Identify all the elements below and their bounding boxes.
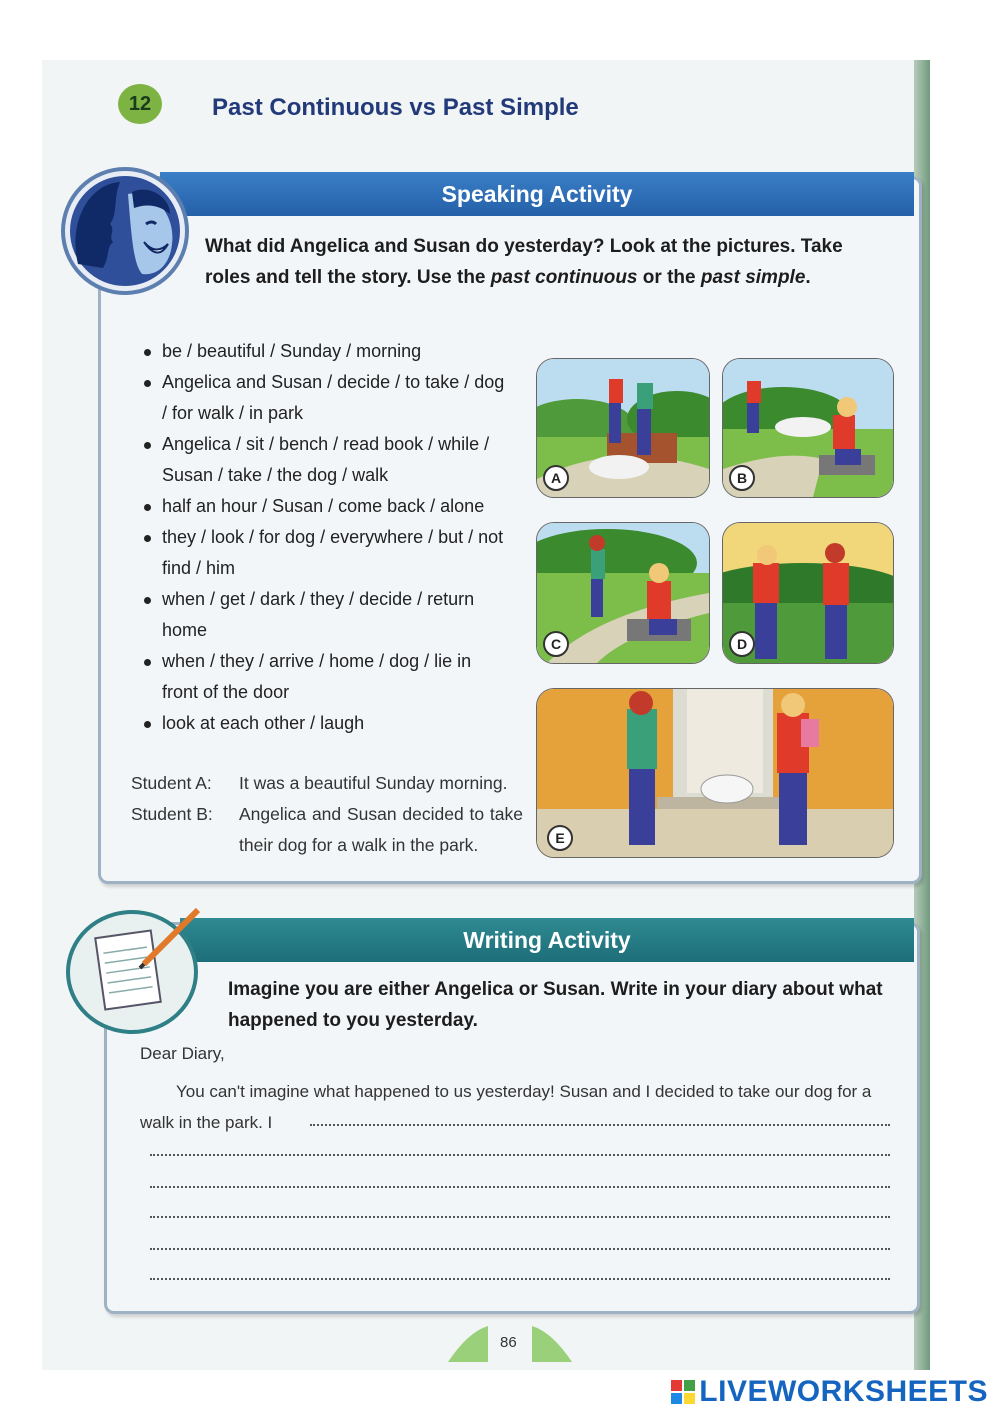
answer-line-2[interactable] [150, 1154, 890, 1158]
prompt-item: be / beautiful / Sunday / morning [140, 336, 510, 367]
picture-label: E [547, 825, 573, 851]
answer-line-3[interactable] [150, 1186, 890, 1190]
picture-label: B [729, 465, 755, 491]
prompt-item: look at each other / laugh [140, 708, 510, 739]
instruction-emphasis: past simple [700, 267, 806, 288]
instruction-text: . [805, 267, 811, 288]
answer-line-1[interactable] [310, 1124, 890, 1128]
example-dialogue [131, 768, 523, 861]
picture-c [536, 522, 710, 664]
dialogue-speaker: Student B: [131, 804, 213, 824]
instruction-text: What did Angelica and Susan do yesterday? Look at the pictures. Take roles and tell the story. Use the [205, 236, 843, 288]
instruction-text: or the [637, 267, 701, 288]
writing-instruction: Imagine you are either Angelica or Susan. Write in your diary about what happened to you yesterday. [228, 979, 883, 1031]
speaking-instruction [205, 231, 885, 293]
prompt-item: Angelica / sit / bench / read book / while / Susan / take / the dog / walk [140, 429, 510, 491]
picture-d [722, 522, 894, 664]
page-number: 86 [500, 1334, 517, 1351]
picture-label: C [543, 631, 569, 657]
dialogue-row [131, 799, 523, 861]
unit-badge: 12 [118, 84, 162, 124]
dialogue-line: Angelica and Susan decided to take their dog for a walk in the park. [239, 804, 523, 855]
prompt-item: Angelica and Susan / decide / to take / dog / for walk / in park [140, 367, 510, 429]
picture-b [722, 358, 894, 498]
notepad-pencil-icon [64, 906, 204, 1036]
writing-activity-banner: Writing Activity [180, 918, 914, 962]
brand-name: LIVEWORKSHEETS [699, 1375, 988, 1408]
diary-salutation: Dear Diary, [140, 1044, 225, 1063]
picture-a [536, 358, 710, 498]
diary-starter: You can't imagine what happened to us yesterday! Susan and I decided to take our dog for a walk in the park. I [140, 1082, 872, 1132]
picture-label: D [729, 631, 755, 657]
liveworksheets-logo [671, 1372, 988, 1412]
instruction-emphasis: past continuous [490, 267, 638, 288]
dialogue-line: It was a beautiful Sunday morning. [239, 773, 508, 793]
speaking-activity-banner: Speaking Activity [160, 172, 914, 216]
liveworksheets-logo-icon [671, 1380, 695, 1404]
page-title: Past Continuous vs Past Simple [212, 94, 579, 121]
prompt-item: half an hour / Susan / come back / alone [140, 491, 510, 522]
story-prompts-list [140, 336, 510, 739]
prompt-item: they / look / for dog / everywhere / but / not find / him [140, 522, 510, 584]
dialogue-speaker: Student A: [131, 773, 212, 793]
picture-label: A [543, 465, 569, 491]
picture-e [536, 688, 894, 858]
prompt-item: when / get / dark / they / decide / return home [140, 584, 510, 646]
answer-line-5[interactable] [150, 1248, 890, 1252]
answer-line-6[interactable] [150, 1278, 890, 1282]
prompt-item: when / they / arrive / home / dog / lie in front of the door [140, 646, 510, 708]
dialogue-row [131, 768, 523, 799]
speaking-faces-icon [58, 164, 192, 298]
answer-line-4[interactable] [150, 1216, 890, 1220]
